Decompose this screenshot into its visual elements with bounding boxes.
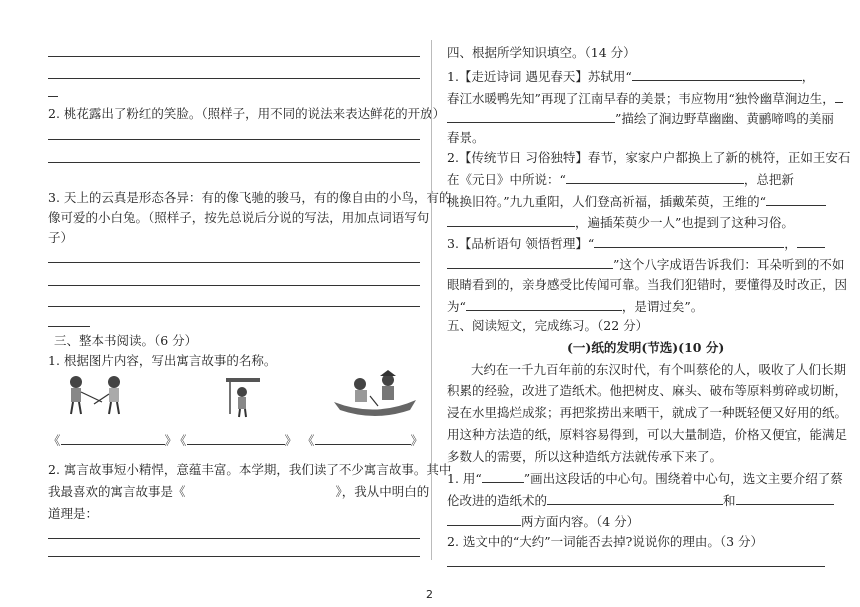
text: ，遍插茱萸少一人”也提到了这种习俗。	[575, 215, 794, 230]
answer-line[interactable]	[48, 538, 420, 539]
fable-answer-1[interactable]	[48, 432, 177, 449]
blank[interactable]	[766, 193, 826, 206]
idiom-line-2	[447, 256, 844, 273]
text: ”画出这段话的中心句。围绕着中心句，选文主要介绍了蔡	[523, 471, 843, 486]
bracket-open: 《	[174, 433, 187, 448]
blank[interactable]	[466, 298, 622, 311]
blank[interactable]	[835, 90, 843, 103]
bracket-close: 》	[284, 433, 298, 448]
poetry-line-4: 春景。	[447, 130, 485, 145]
blank[interactable]	[736, 492, 834, 505]
text: 春江水暖鸭先知”再现了江南早春的美景；韦应物用“独怜幽草涧边生，	[447, 91, 835, 106]
text: 3.【品析语句 领悟哲理】“	[447, 236, 595, 251]
answer-line[interactable]	[48, 306, 420, 307]
section-3-title: 三、整本书阅读。（6 分）	[54, 333, 198, 348]
blank[interactable]	[447, 513, 521, 526]
fable-picture-3	[330, 368, 420, 418]
idiom-line-3: 眼睛看到的，亲身感受比传闻可靠。当我们犯错时，要懂得及时改正，因	[447, 277, 848, 292]
question-3-line-2: 像可爱的小白兔。（照样子，按先总说后分说的写法，用加点词语写句	[48, 210, 430, 225]
blank[interactable]	[187, 432, 285, 445]
passage-line-2: 积累的经验，改进了造纸术。他把树皮、麻头、破布等原料剪碎或切断，	[447, 383, 848, 398]
text: ”这个八字成语告诉我们：耳朵听到的不如	[613, 257, 845, 272]
page-number: 2	[426, 588, 433, 601]
blank[interactable]	[447, 214, 575, 227]
blank[interactable]	[482, 470, 524, 483]
text: 为“	[447, 299, 466, 314]
blank[interactable]	[547, 492, 723, 505]
section-3-question-1: 1. 根据图片内容，写出寓言故事的名称。	[48, 353, 277, 368]
blank[interactable]	[61, 432, 165, 445]
favorite-fable-suffix: 》，我从中明白的	[335, 484, 430, 499]
section-4-title: 四、根据所学知识填空。（14 分）	[447, 45, 636, 60]
blank[interactable]	[447, 256, 613, 269]
festival-line-2	[447, 171, 794, 188]
fable-picture-1	[62, 372, 132, 418]
bracket-open: 《	[48, 433, 61, 448]
answer-line[interactable]	[48, 556, 420, 557]
text: 1. 用“	[447, 471, 482, 486]
passage-line-5: 多数人的需要，所以这种造纸方法就传承下来了。	[447, 449, 723, 464]
text: ”描绘了涧边野草幽幽、黄鹂啼鸣的美丽	[615, 111, 834, 126]
reading-question-1-line-2	[447, 492, 834, 509]
text: 桃换旧符。”九九重阳，人们登高祈福，插戴茱萸，王维的“	[447, 194, 767, 209]
poetry-line-1	[447, 68, 814, 85]
section-3-question-2-line-2	[48, 484, 429, 500]
answer-line[interactable]	[48, 139, 420, 140]
text: 在《元日》中所说：“	[447, 172, 566, 187]
answer-line[interactable]	[48, 285, 420, 286]
text: 两方面内容。（4 分）	[521, 514, 640, 529]
question-3-line-1: 3. 天上的云真是形态各异：有的像飞驰的骏马，有的像自由的小鸟，有的	[48, 190, 452, 205]
bracket-open: 《	[302, 433, 315, 448]
reading-question-1-line-1	[447, 470, 843, 487]
section-3-question-2-line-1: 2. 寓言故事短小精悍，意蕴丰富。本学期，我们读了不少寓言故事。其中	[48, 462, 452, 477]
question-2-text: 2. 桃花露出了粉红的笑脸。（照样子，用不同的说法来表达鲜花的开放）	[48, 106, 446, 121]
blank[interactable]	[632, 68, 802, 81]
answer-line-short[interactable]	[48, 326, 90, 327]
text: 和	[723, 493, 736, 508]
passage-line-3: 浸在水里捣烂成浆；再把浆捞出来晒干，就成了一种既轻便又好用的纸。	[447, 405, 848, 420]
festival-line-4	[447, 214, 794, 231]
reading-question-2: 2. 选文中的“大约”一词能否去掉?说说你的理由。（3 分）	[447, 534, 764, 549]
reading-question-1-line-3	[447, 513, 639, 530]
poetry-line-3	[447, 110, 834, 127]
bracket-close: 》	[410, 433, 424, 448]
blank[interactable]	[797, 235, 825, 248]
bracket-close: 》	[164, 433, 178, 448]
answer-line[interactable]	[48, 162, 420, 163]
question-3-line-3: 子）	[48, 230, 74, 245]
text: ，	[784, 236, 797, 251]
festival-line-1: 2.【传统节日 习俗独特】春节，家家户户都换上了新的桃符，正如王安石	[447, 150, 851, 165]
idiom-line-4	[447, 298, 703, 315]
idiom-line-1	[447, 235, 825, 252]
answer-line-short[interactable]	[48, 96, 58, 97]
festival-line-3	[447, 193, 826, 210]
passage-title: (一)纸的发明(节选)(10 分)	[567, 340, 725, 355]
text: ，	[801, 69, 815, 84]
blank[interactable]	[566, 171, 744, 184]
fable-picture-2	[218, 374, 268, 418]
section-3-question-2-line-3: 道理是：	[48, 506, 99, 521]
text: 1.【走近诗词 遇见春天】苏轼用“	[447, 69, 632, 84]
answer-line[interactable]	[48, 262, 420, 263]
fable-answer-2[interactable]	[174, 432, 297, 449]
answer-line[interactable]	[48, 78, 420, 79]
answer-line[interactable]	[447, 566, 825, 567]
passage-line-4: 用这种方法造的纸，原料容易得到，可以大量制造，价格又便宜，能满足	[447, 427, 848, 442]
answer-line[interactable]	[48, 56, 420, 57]
favorite-fable-blank[interactable]	[186, 484, 336, 496]
fable-answer-3[interactable]	[302, 432, 423, 449]
favorite-fable-label: 我最喜欢的寓言故事是《	[48, 484, 186, 499]
text: 伦改进的造纸术的	[447, 493, 548, 508]
blank[interactable]	[315, 432, 411, 445]
text: ，总把新	[743, 172, 794, 187]
column-divider	[431, 40, 432, 560]
blank[interactable]	[447, 110, 615, 123]
blank[interactable]	[594, 235, 784, 248]
text: ，是谓过矣”。	[621, 299, 704, 314]
section-5-title: 五、阅读短文，完成练习。（22 分）	[447, 318, 649, 333]
passage-line-1: 大约在一千九百年前的东汉时代，有个叫蔡伦的人，吸收了人们长期	[471, 362, 847, 377]
poetry-line-2	[447, 90, 843, 107]
